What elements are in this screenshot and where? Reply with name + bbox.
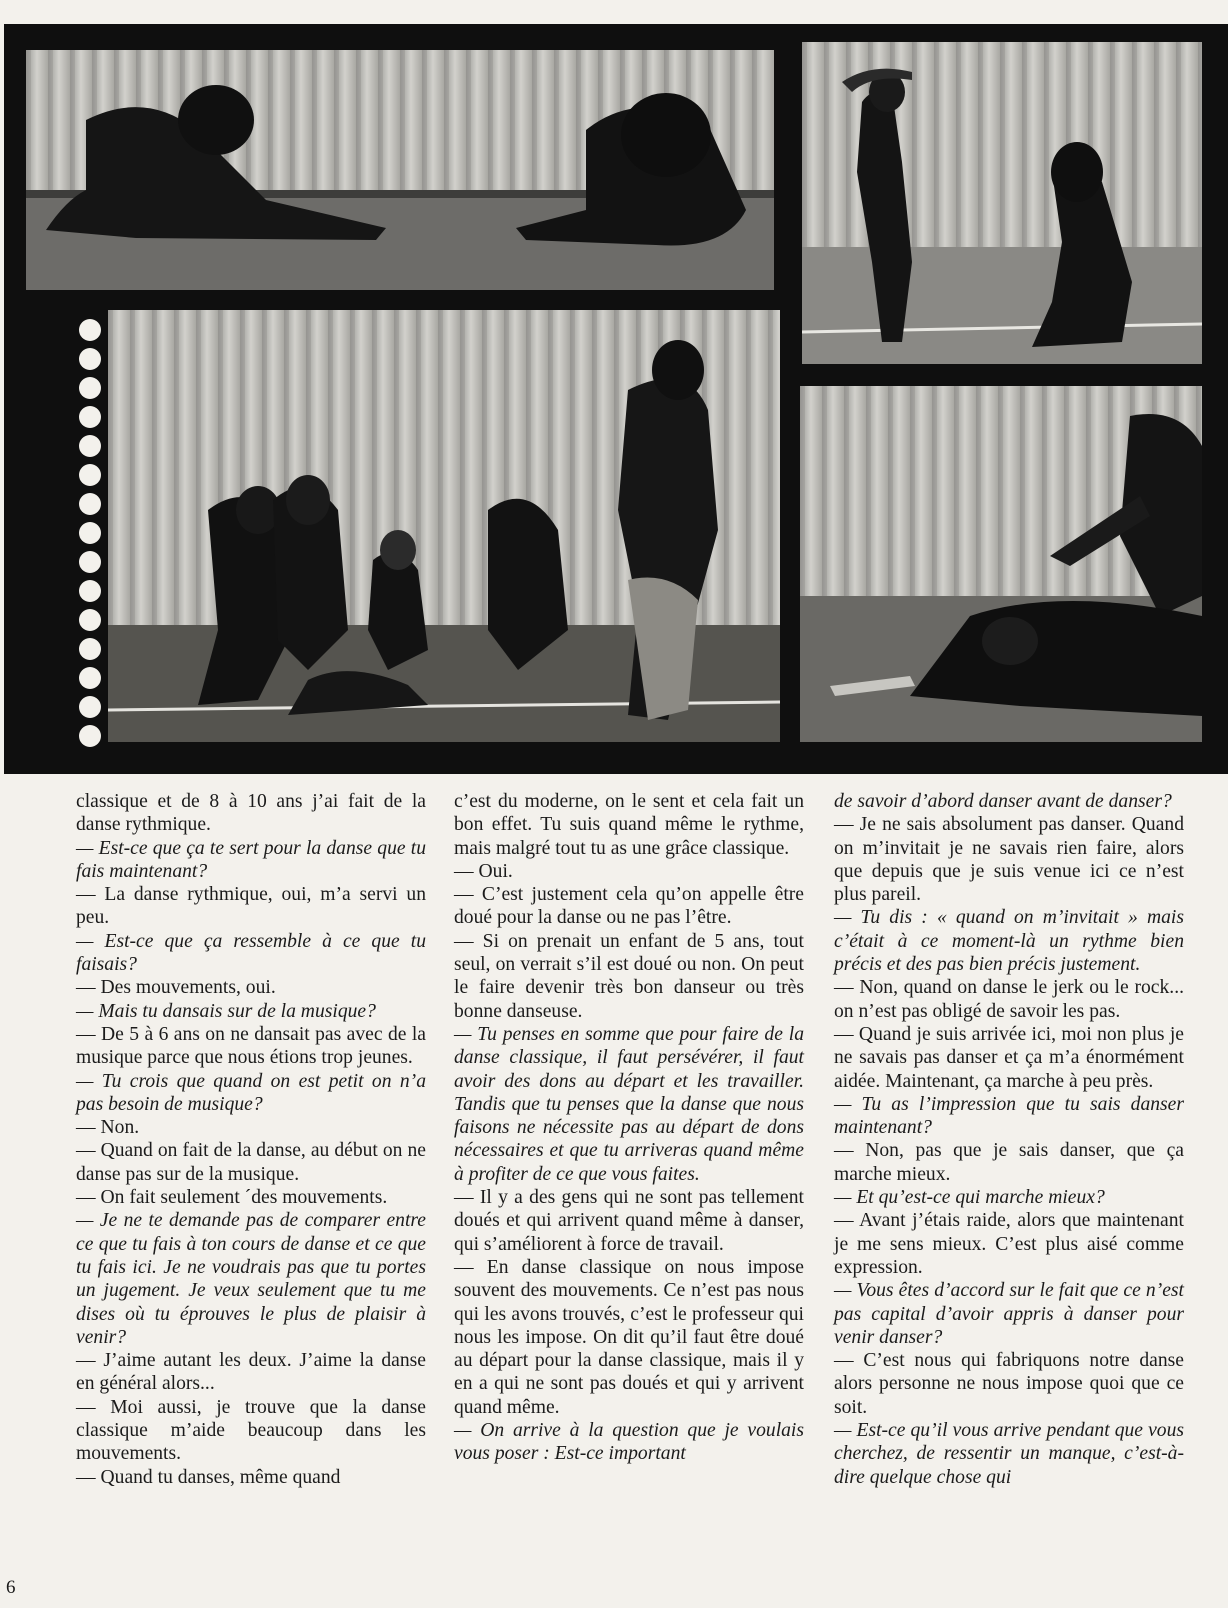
interview-answer: — La danse rythmique, oui, m’a servi un peu. bbox=[76, 884, 426, 929]
film-perforations bbox=[74, 316, 106, 756]
photo-group-kneeling bbox=[108, 310, 780, 742]
interview-answer: — Oui. bbox=[454, 860, 513, 882]
interview-answer: — Avant j’étais raide, alors que maintenant je me sens mieux. C’est plus aisé comme expression. bbox=[834, 1210, 1184, 1278]
interview-answer: — Non, quand on danse le jerk ou le rock... on n’est pas obligé de savoir les pas. bbox=[834, 977, 1184, 1022]
photo-floor-stretch bbox=[26, 50, 774, 290]
interview-question: — Tu crois que quand on est petit on n’a pas besoin de musique? bbox=[76, 1070, 426, 1115]
interview-question: — Est-ce que ça te sert pour la danse que tu fais maintenant? bbox=[76, 837, 426, 882]
interview-answer: — On fait seulement ´des mouvements. bbox=[76, 1187, 388, 1209]
photo-duo-gesture bbox=[802, 42, 1202, 364]
interview-answer: — Moi aussi, je trouve que la danse classique m’aide beaucoup dans les mouvements. bbox=[76, 1396, 426, 1465]
interview-answer: — Quand on fait de la danse, au début on ne danse pas sur de la musique. bbox=[76, 1140, 426, 1185]
interview-question: — Vous êtes d’accord sur le fait que ce n’est pas capital d’avoir appris à danser pour venir danser? bbox=[834, 1280, 1184, 1348]
interview-answer: — Je ne sais absolument pas danser. Quand on m’invitait je ne savais rien faire, alors que depuis que je suis venue ici ce n’est plus pareil. bbox=[834, 814, 1184, 906]
interview-question: de savoir d’abord danser avant de danser? bbox=[834, 791, 1172, 812]
interview-question: — Tu dis : « quand on m’invitait » mais c’était à ce moment-là un rythme bien précis et des pas bien précis justement. bbox=[834, 907, 1184, 976]
interview-answer: — J’aime autant les deux. J’aime la danse en général alors... bbox=[76, 1350, 426, 1395]
interview-answer: — Des mouvements, oui. bbox=[76, 977, 276, 999]
page-number: 6 bbox=[6, 1577, 16, 1598]
interview-answer: — En danse classique on nous impose souvent des mouvements. Ce n’est pas nous qui les avons trouvés, c’est le professeur qui nous les impose. On dit qu’il faut être doué au départ pour la danse classique, mais il y en a qui ne sont pas doués et qui y arrivent quand même. bbox=[454, 1256, 804, 1418]
interview-answer: c’est du moderne, on le sent et cela fait un bon effet. Tu suis quand même le rythme, mais malgré tout tu as une grâce classique. bbox=[454, 791, 804, 859]
interview-question: — Tu penses en somme que pour faire de la danse classique, il faut persévérer, il faut avoir des dons au départ et les travailler. Tandis que tu penses que la danse que nous faisons ne nécessite pas au départ de dons nécessaires et que tu arriveras quand même à profiter de ce que vous faites. bbox=[454, 1023, 804, 1185]
interview-answer: classique et de 8 à 10 ans j’ai fait de la danse rythmique. bbox=[76, 791, 426, 836]
interview-answer: — Quand tu danses, même quand bbox=[76, 1466, 341, 1488]
interview-question: — Je ne te demande pas de comparer entre ce que tu fais à ton cours de danse et ce que tu fais ici. Je ne voudrais pas que tu portes un jugement. Je veux seulement que tu me dises où tu éprouves le plus de plaisir à venir? bbox=[76, 1210, 426, 1348]
interview-answer: — Non, pas que je sais danser, que ça marche mieux. bbox=[834, 1140, 1184, 1185]
photo-bending-pair bbox=[800, 386, 1202, 742]
interview-answer: — De 5 à 6 ans on ne dansait pas avec de la musique parce que nous étions trop jeunes. bbox=[76, 1023, 426, 1069]
text-column-3 bbox=[834, 790, 1184, 1489]
interview-answer: — Si on prenait un enfant de 5 ans, tout seul, on verrait s’il est doué ou non. On peut le faire devenir très bon danseur ou très bonne danseuse. bbox=[454, 930, 804, 1022]
interview-question: — Tu as l’impression que tu sais danser maintenant? bbox=[834, 1093, 1184, 1139]
interview-question: — Est-ce que ça ressemble à ce que tu faisais? bbox=[76, 930, 426, 976]
interview-question: — On arrive à la question que je voulais vous poser : Est-ce important bbox=[454, 1420, 804, 1465]
interview-answer: — Il y a des gens qui ne sont pas tellement doués et qui arrivent quand même à danser, qui s’améliorent à force de travail. bbox=[454, 1187, 804, 1255]
interview-answer: — Quand je suis arrivée ici, moi non plus je ne savais pas danser et ça m’a énormément aidée. Maintenant, ça marche à peu près. bbox=[834, 1023, 1184, 1092]
interview-answer: — C’est justement cela qu’on appelle être doué pour la danse ou ne pas l’être. bbox=[454, 884, 804, 929]
interview-answer: — Non. bbox=[76, 1117, 140, 1139]
text-column-2 bbox=[454, 790, 804, 1466]
interview-question: — Est-ce qu’il vous arrive pendant que vous cherchez, de ressentir un manque, c’est-à-dire quelque chose qui bbox=[834, 1420, 1184, 1488]
interview-question: — Mais tu dansais sur de la musique? bbox=[76, 1000, 376, 1022]
interview-answer: — C’est nous qui fabriquons notre danse alors personne ne nous impose quoi que ce soit. bbox=[834, 1350, 1184, 1418]
text-column-1 bbox=[76, 790, 426, 1489]
interview-question: — Et qu’est-ce qui marche mieux? bbox=[834, 1187, 1105, 1209]
